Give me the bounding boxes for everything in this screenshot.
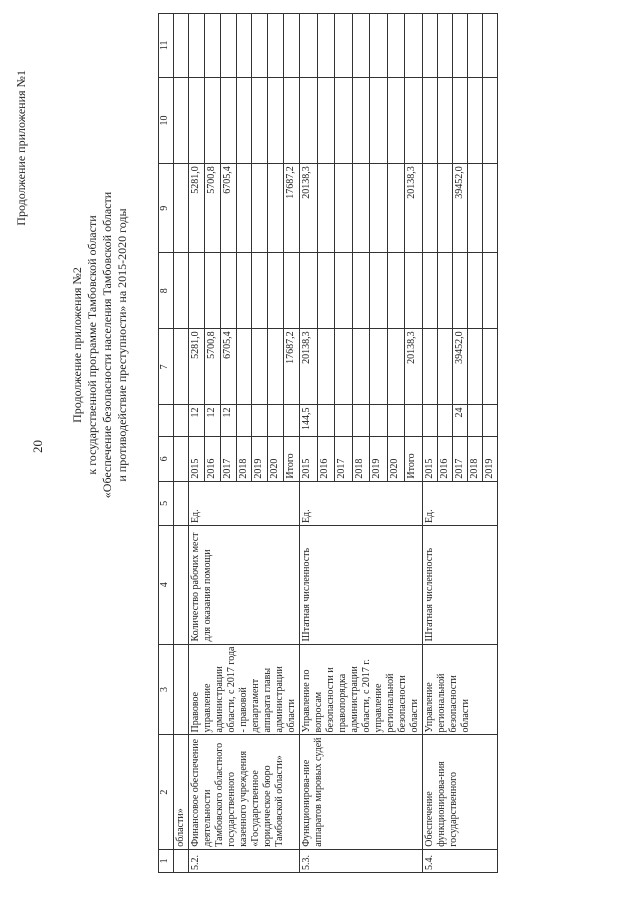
year-cell: 2017	[335, 437, 353, 481]
amount-col11	[220, 14, 236, 78]
year-cell: 2019	[370, 437, 388, 481]
unit: Ед.	[423, 481, 498, 525]
column-number: 3	[159, 644, 174, 735]
value-cell: 24	[453, 405, 468, 437]
value-cell: 12	[204, 405, 220, 437]
amount-col11	[204, 14, 220, 78]
value-cell	[387, 405, 405, 437]
amount-col7: 6705,4	[220, 329, 236, 405]
amount-col9	[438, 164, 453, 253]
item-name: Финансовое обеспечение деятельности Тамбовского областного государственного казенного учреждения «Государственное юридическое бюро Тамбовской области»	[189, 735, 300, 849]
amount-col8	[252, 253, 268, 329]
amount-col8	[317, 253, 335, 329]
amount-col11	[468, 14, 483, 78]
amount-col7	[252, 329, 268, 405]
amount-col11	[268, 14, 284, 78]
amount-col8	[236, 253, 252, 329]
amount-col8	[453, 253, 468, 329]
column-number: 7	[159, 329, 174, 405]
year-cell: 2015	[300, 437, 318, 481]
cell	[174, 849, 189, 872]
amount-col10	[300, 77, 318, 164]
amount-col9	[468, 164, 483, 253]
cell	[174, 644, 189, 735]
amount-col10	[204, 77, 220, 164]
column-number: 2	[159, 735, 174, 849]
amount-col11	[189, 14, 205, 78]
amount-col8	[370, 253, 388, 329]
year-cell: 2017	[220, 437, 236, 481]
amount-col8	[387, 253, 405, 329]
item-name: Функционирова-ние аппаратов мировых судей	[300, 735, 423, 849]
amount-col10	[438, 77, 453, 164]
amount-col11	[352, 14, 370, 78]
amount-col7	[438, 329, 453, 405]
indicator: Количество рабочих мест для оказания помощи	[189, 526, 300, 644]
column-number: 1	[159, 849, 174, 872]
continuation-note: Продолжение приложения №1	[14, 70, 28, 226]
amount-col7	[468, 329, 483, 405]
amount-col10	[268, 77, 284, 164]
amount-col10	[453, 77, 468, 164]
amount-col10	[405, 77, 423, 164]
amount-col7: 17687,2	[284, 329, 300, 405]
amount-col10	[252, 77, 268, 164]
year-cell: 2016	[204, 437, 220, 481]
amount-col9	[483, 164, 498, 253]
column-number: 11	[159, 14, 174, 78]
amount-col11	[317, 14, 335, 78]
executor: Управление региональной безопасности области	[423, 644, 498, 735]
amount-col9	[317, 164, 335, 253]
amount-col9	[370, 164, 388, 253]
amount-col7: 5281,0	[189, 329, 205, 405]
header-row	[159, 14, 174, 873]
amount-col8	[189, 253, 205, 329]
amount-col11	[438, 14, 453, 78]
amount-col8	[468, 253, 483, 329]
row-id: 5.3.	[300, 849, 423, 872]
table-row	[423, 14, 438, 873]
appendix-line: к государственной программе Тамбовской области	[85, 215, 99, 475]
amount-col9: 20138,3	[405, 164, 423, 253]
value-cell	[268, 405, 284, 437]
cell	[174, 405, 189, 437]
column-number: 9	[159, 164, 174, 253]
year-cell: 2020	[268, 437, 284, 481]
amount-col7: 5700,8	[204, 329, 220, 405]
appendix-line: Продолжение приложения №2	[70, 267, 84, 423]
value-cell	[423, 405, 438, 437]
amount-col9: 5281,0	[189, 164, 205, 253]
row-id: 5.4.	[423, 849, 498, 872]
amount-col8	[423, 253, 438, 329]
item-name: Обеспечение функционирова-ния государственного	[423, 735, 498, 849]
amount-col10	[483, 77, 498, 164]
year-cell: 2018	[468, 437, 483, 481]
column-number: 10	[159, 77, 174, 164]
amount-col9: 39452,0	[453, 164, 468, 253]
unit: Ед.	[189, 481, 300, 525]
amount-col11	[370, 14, 388, 78]
amount-col9: 20138,3	[300, 164, 318, 253]
amount-col11	[284, 14, 300, 78]
amount-col7	[483, 329, 498, 405]
amount-col9	[352, 164, 370, 253]
column-number: 8	[159, 253, 174, 329]
amount-col8	[220, 253, 236, 329]
amount-col11	[483, 14, 498, 78]
amount-col7: 39452,0	[453, 329, 468, 405]
table-row	[189, 14, 205, 873]
amount-col10	[284, 77, 300, 164]
cell	[174, 77, 189, 164]
amount-col8	[300, 253, 318, 329]
cell	[174, 253, 189, 329]
column-number: 6	[159, 437, 174, 481]
amount-col10	[423, 77, 438, 164]
amount-col10	[387, 77, 405, 164]
value-cell	[236, 405, 252, 437]
amount-col9: 5700,8	[204, 164, 220, 253]
amount-col11	[453, 14, 468, 78]
amount-col9	[335, 164, 353, 253]
value-cell	[317, 405, 335, 437]
amount-col9	[236, 164, 252, 253]
unit: Ед.	[300, 481, 423, 525]
value-cell: 12	[189, 405, 205, 437]
indicator: Штатная численность	[300, 526, 423, 644]
value-cell	[335, 405, 353, 437]
amount-col9: 6705,4	[220, 164, 236, 253]
table-body	[159, 14, 498, 873]
column-number: 5	[159, 481, 174, 525]
year-cell: 2018	[236, 437, 252, 481]
amount-col8	[352, 253, 370, 329]
indicator: Штатная численность	[423, 526, 498, 644]
cell	[174, 329, 189, 405]
amount-col7	[370, 329, 388, 405]
value-cell	[468, 405, 483, 437]
year-cell: 2019	[252, 437, 268, 481]
value-cell	[252, 405, 268, 437]
cell	[174, 14, 189, 78]
amount-col7	[423, 329, 438, 405]
appendix-line: «Обеспечение безопасности населения Тамбовской области	[100, 191, 114, 499]
amount-col7	[236, 329, 252, 405]
amount-col11	[423, 14, 438, 78]
amount-col10	[317, 77, 335, 164]
cell	[174, 526, 189, 644]
value-cell	[370, 405, 388, 437]
amount-col8	[405, 253, 423, 329]
amount-col10	[370, 77, 388, 164]
amount-col10	[352, 77, 370, 164]
amount-col9	[423, 164, 438, 253]
column-number: 4	[159, 526, 174, 644]
table-row	[300, 14, 318, 873]
amount-col8	[268, 253, 284, 329]
column-number	[159, 405, 174, 437]
year-cell: 2016	[317, 437, 335, 481]
executor: Правовое управление администрации области, с 2017 года - правовой департамент аппарата главы администрации области	[189, 644, 300, 735]
year-cell: 2020	[387, 437, 405, 481]
carry-text: области»	[174, 735, 189, 849]
value-cell: 144,5	[300, 405, 318, 437]
amount-col7	[317, 329, 335, 405]
program-table	[158, 13, 498, 873]
year-cell: 2015	[189, 437, 205, 481]
page-number: 20	[30, 440, 45, 453]
amount-col8	[438, 253, 453, 329]
amount-col7	[352, 329, 370, 405]
value-cell	[405, 405, 423, 437]
amount-col9	[387, 164, 405, 253]
amount-col8	[284, 253, 300, 329]
cell	[174, 437, 189, 481]
amount-col11	[387, 14, 405, 78]
amount-col7	[268, 329, 284, 405]
year-cell: 2018	[352, 437, 370, 481]
carry-row	[174, 14, 189, 873]
amount-col11	[335, 14, 353, 78]
cell	[174, 481, 189, 525]
amount-col11	[236, 14, 252, 78]
year-cell: 2019	[483, 437, 498, 481]
appendix-line: и противодействие преступности» на 2015-2020 годы	[115, 208, 129, 482]
amount-col10	[335, 77, 353, 164]
row-id: 5.2.	[189, 849, 300, 872]
amount-col8	[335, 253, 353, 329]
executor: Управление по вопросам безопасности и правопорядка администрации области, с 2017 г. управление региональной безопасности области	[300, 644, 423, 735]
year-cell: Итого	[405, 437, 423, 481]
amount-col11	[252, 14, 268, 78]
amount-col7	[335, 329, 353, 405]
amount-col10	[189, 77, 205, 164]
amount-col7	[387, 329, 405, 405]
value-cell	[438, 405, 453, 437]
appendix-header	[70, 110, 130, 580]
amount-col10	[468, 77, 483, 164]
amount-col11	[405, 14, 423, 78]
amount-col8	[483, 253, 498, 329]
amount-col9	[252, 164, 268, 253]
year-cell: 2015	[423, 437, 438, 481]
amount-col9: 17687,2	[284, 164, 300, 253]
cell	[174, 164, 189, 253]
amount-col10	[220, 77, 236, 164]
value-cell	[352, 405, 370, 437]
year-cell: 2016	[438, 437, 453, 481]
amount-col7: 20138,3	[405, 329, 423, 405]
amount-col9	[268, 164, 284, 253]
year-cell: Итого	[284, 437, 300, 481]
amount-col10	[236, 77, 252, 164]
amount-col11	[300, 14, 318, 78]
value-cell	[483, 405, 498, 437]
value-cell: 12	[220, 405, 236, 437]
value-cell	[284, 405, 300, 437]
year-cell: 2017	[453, 437, 468, 481]
amount-col8	[204, 253, 220, 329]
amount-col7: 20138,3	[300, 329, 318, 405]
